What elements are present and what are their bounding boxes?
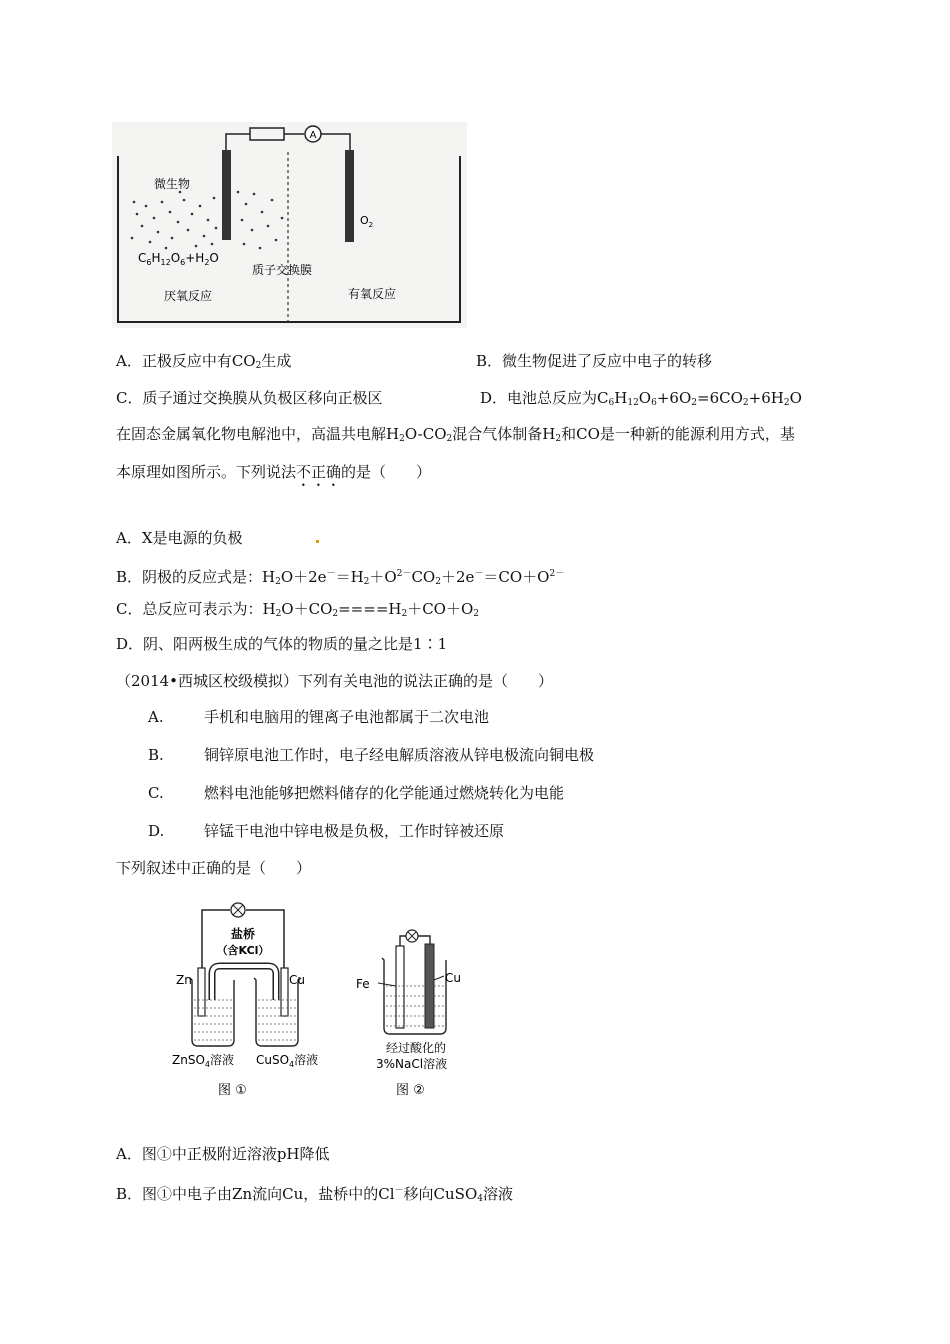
q4-option-a: A．图①中正极附近溶液pH降低 — [116, 1145, 330, 1163]
galvanic-cells-figure — [168, 900, 478, 1100]
zn-electrode — [198, 968, 205, 1016]
q3-option-b: 铜锌原电池工作时，电子经电解质溶液从锌电极流向铜电极 — [204, 746, 595, 764]
label-fe: Fe — [356, 977, 370, 991]
label-microbes: 微生物 — [154, 177, 191, 191]
label-acidified: 经过酸化的 — [386, 1041, 447, 1055]
label-salt-bridge-kcl: （含KCl） — [216, 944, 270, 957]
label-cu: Cu — [289, 973, 305, 987]
q1-option-c: C．质子通过交换膜从负极区移向正极区 — [116, 389, 383, 407]
q3-stem: （2014•西城区校级模拟）下列有关电池的说法正确的是（ ） — [116, 672, 554, 690]
cathode-electrode — [345, 150, 354, 242]
q3-option-c: 燃料电池能够把燃料储存的化学能通过燃烧转化为电能 — [204, 784, 565, 802]
q2-option-d: D．阴、阳两极生成的气体的物质的量之比是1∶1 — [116, 635, 448, 653]
label-znso4: ZnSO$_4$溶液 — [172, 1053, 234, 1069]
label-aerobic: 有氧反应 — [348, 287, 397, 301]
label-glucose-water: $C_6H_{12}O_6+H_2O$ — [138, 251, 219, 267]
q3-option-c-letter: C. — [148, 784, 164, 802]
label-o2: $O_2$ — [360, 214, 374, 229]
q2-option-b: B．阴极的反应式是：$H_2O+2e^-=H_2+O^{2-}CO_2+2e^-=CO+O^{2-}$ — [116, 568, 565, 587]
label-membrane: 质子交换膜 — [252, 263, 313, 277]
q2-stem-line2: 本原理如图所示。下列说法不正确的是（ ） — [116, 463, 432, 481]
label-nacl: 3%NaCl溶液 — [376, 1057, 448, 1071]
q1-option-a: A．正极反应中有$CO_2$生成 — [116, 352, 292, 371]
label-salt-bridge: 盐桥 — [230, 927, 256, 941]
q3-option-d: 锌锰干电池中锌电极是负极，工作时锌被还原 — [204, 822, 505, 840]
q4-option-b: B．图①中电子由Zn流向Cu，盐桥中的Cl－移向CuSO$_4$溶液 — [116, 1185, 514, 1204]
q3-option-b-letter: B. — [148, 746, 164, 764]
emphasis-not-correct: 不正确 — [296, 463, 342, 481]
label-cuso4: CuSO$_4$溶液 — [256, 1053, 319, 1069]
anode-electrode — [222, 150, 231, 240]
q4-stem: 下列叙述中正确的是（ ） — [116, 859, 312, 877]
q1-option-d: D．电池总反应为$C_6H_{12}O_6+6O_2=6CO_2+6H_2O$ — [480, 389, 802, 408]
q3-option-a-letter: A. — [148, 708, 164, 726]
caption-figure-2: 图 ② — [396, 1083, 425, 1098]
label-cu-2: Cu — [445, 971, 461, 985]
q3-option-a: 手机和电脑用的锂离子电池都属于二次电池 — [204, 708, 490, 726]
q2-option-c: C．总反应可表示为：$H_2O+CO_2====H_2+CO+O_2$ — [116, 600, 480, 619]
cu-electrode — [281, 968, 288, 1016]
label-zn: Zn — [176, 973, 192, 987]
q2-option-a: A．X是电源的负极 — [116, 529, 243, 547]
q1-option-b: B．微生物促进了反应中电子的转移 — [476, 352, 713, 370]
microbial-fuel-cell-figure — [112, 122, 467, 328]
stray-mark — [316, 540, 319, 543]
label-anaerobic: 厌氧反应 — [164, 289, 213, 303]
q2-stem-line1: 在固态金属氧化物电解池中，高温共电解$H_2O-CO_2$混合气体制备$H_2$和CO是一种新的能源利用方式，基 — [116, 425, 795, 444]
ammeter-label: A — [309, 130, 317, 141]
q3-option-d-letter: D. — [148, 822, 165, 840]
caption-figure-1: 图 ① — [218, 1083, 247, 1098]
